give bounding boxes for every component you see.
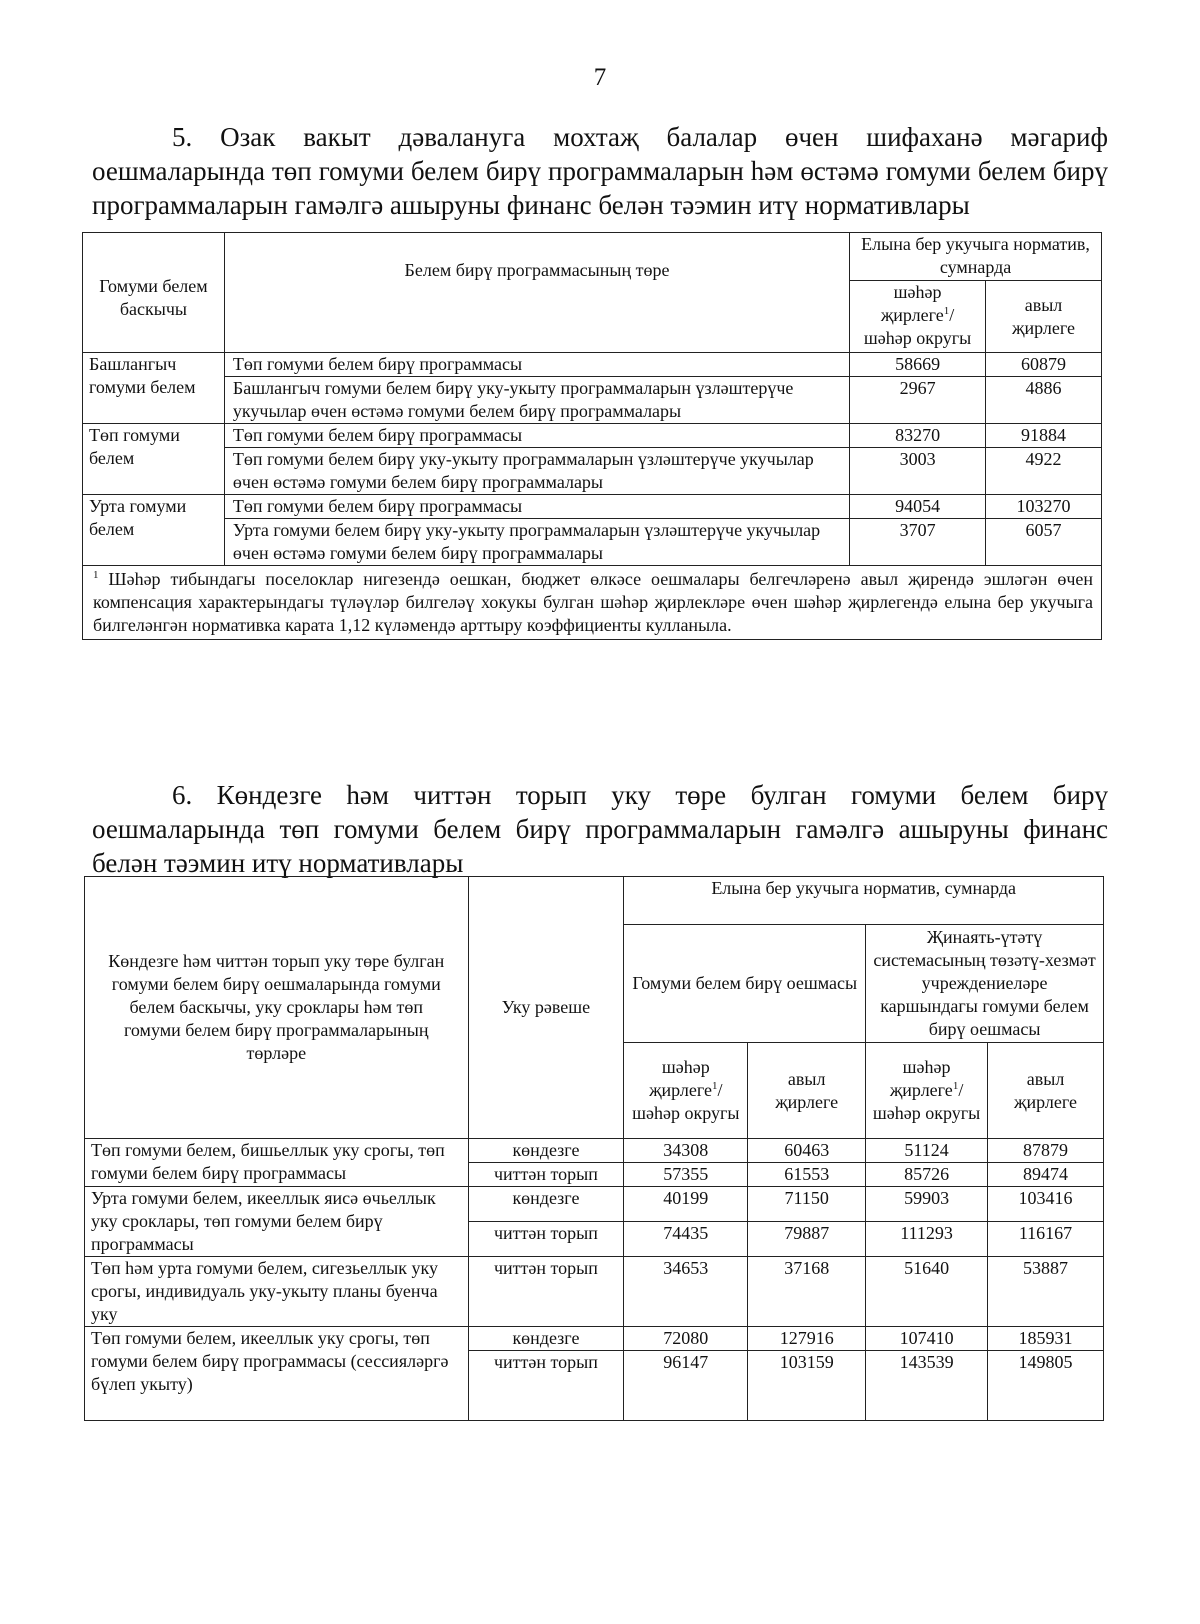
form-cell: читтән торып <box>468 1351 624 1421</box>
group-label: Төп гомуми белем, икееллык уку срогы, төп гомуми белем бирү программасы (сессияләргә бүлеп укыту) <box>85 1327 469 1421</box>
header-rural: авыл җирлеге <box>748 1043 866 1139</box>
program-cell: Төп гомуми белем бирү программасы <box>224 495 849 519</box>
general-rural-value: 37168 <box>748 1257 866 1327</box>
penal-rural-value: 149805 <box>988 1351 1104 1421</box>
penal-urban-value: 107410 <box>866 1327 988 1351</box>
penal-rural-value: 103416 <box>988 1187 1104 1222</box>
section-5-heading: 5. Озак вакыт дәвалануга мохтаҗ балалар өчен шифаханә мәгариф оешмаларында төп гомуми белем бирү программаларын һәм өстәмә гомуми белем бирү программаларын гамәлгә ашыруны финанс белән тәэмин итү нормативлары <box>92 122 1108 220</box>
penal-urban-value: 111293 <box>866 1222 988 1257</box>
general-urban-value: 34653 <box>624 1257 748 1327</box>
header-normative: Елына бер укучыга норматив, сумнарда <box>850 233 1102 281</box>
header-program-type: Белем бирү программасының төре <box>224 233 849 353</box>
header-rural: авыл җирлеге <box>986 281 1102 353</box>
form-cell: көндезге <box>468 1327 624 1351</box>
general-rural-value: 60463 <box>748 1139 866 1163</box>
group-label: Төп гомуми белем, бишьеллык уку срогы, төп гомуми белем бирү программасы <box>85 1139 469 1187</box>
form-cell: читтән торып <box>468 1222 624 1257</box>
rural-value: 103270 <box>986 495 1102 519</box>
header-form: Уку рәвеше <box>468 877 624 1139</box>
general-rural-value: 103159 <box>748 1351 866 1421</box>
penal-rural-value: 53887 <box>988 1257 1104 1327</box>
header-urban: шәһәр җирлеге$^1$/ шәһәр округы <box>850 281 986 353</box>
penal-urban-value: 85726 <box>866 1163 988 1187</box>
urban-value: 2967 <box>850 377 986 424</box>
program-cell: Төп гомуми белем бирү программасы <box>224 424 849 448</box>
general-urban-value: 96147 <box>624 1351 748 1421</box>
program-cell: Төп гомуми белем бирү уку-укыту программаларын үзләштерүче укучылар өчен өстәмә гомуми белем бирү программалары <box>224 448 849 495</box>
rural-value: 4886 <box>986 377 1102 424</box>
rural-value: 4922 <box>986 448 1102 495</box>
general-urban-value: 40199 <box>624 1187 748 1222</box>
page-number: 7 <box>593 64 607 91</box>
header-normative: Елына бер укучыга норматив, сумнарда <box>624 877 1104 925</box>
rural-value: 6057 <box>986 519 1102 566</box>
program-cell: Төп гомуми белем бирү программасы <box>224 353 849 377</box>
form-cell: читтән торып <box>468 1257 624 1327</box>
urban-value: 94054 <box>850 495 986 519</box>
penal-urban-value: 51640 <box>866 1257 988 1327</box>
penal-urban-value: 51124 <box>866 1139 988 1163</box>
penal-rural-value: 89474 <box>988 1163 1104 1187</box>
penal-rural-value: 185931 <box>988 1327 1104 1351</box>
penal-rural-value: 87879 <box>988 1139 1104 1163</box>
header-stage: Гомуми белем баскычы <box>83 233 225 353</box>
general-rural-value: 79887 <box>748 1222 866 1257</box>
header-penal-org: Җинаять-үтәтү системасының төзәтү-хезмәт учреждениеләре каршындагы гомуми белем бирү оешмасы <box>866 925 1104 1043</box>
general-rural-value: 61553 <box>748 1163 866 1187</box>
general-urban-value: 74435 <box>624 1222 748 1257</box>
header-stage: Көндезге һәм читтән торып уку төре булган гомуми белем бирү оешмаларында гомуми белем баскычы, уку сроклары һәм төп гомуми белем бирү программаларының төрләре <box>85 877 469 1139</box>
stage-label: Урта гомуми белем <box>83 495 225 566</box>
program-cell: Урта гомуми белем бирү уку-укыту программаларын үзләштерүче укучылар өчен өстәмә гомуми белем бирү программалары <box>224 519 849 566</box>
penal-rural-value: 116167 <box>988 1222 1104 1257</box>
urban-value: 3707 <box>850 519 986 566</box>
general-urban-value: 34308 <box>624 1139 748 1163</box>
program-cell: Башлангыч гомуми белем бирү уку-укыту программаларын үзләштерүче укучылар өчен өстәмә гомуми белем бирү программалары <box>224 377 849 424</box>
urban-value: 3003 <box>850 448 986 495</box>
urban-value: 83270 <box>850 424 986 448</box>
footnote-mark: 1 <box>93 569 99 581</box>
general-rural-value: 127916 <box>748 1327 866 1351</box>
stage-label: Башлангыч гомуми белем <box>83 353 225 424</box>
rural-value: 60879 <box>986 353 1102 377</box>
group-label: Урта гомуми белем, икееллык яисә өчьеллык уку сроклары, төп гомуми белем бирү программасы <box>85 1187 469 1257</box>
general-rural-value: 71150 <box>748 1187 866 1222</box>
penal-urban-value: 143539 <box>866 1351 988 1421</box>
group-label: Төп һәм урта гомуми белем, сигезьеллык уку срогы, индивидуаль уку-укыту планы буенча уку <box>85 1257 469 1327</box>
header-urban: шәһәр җирлеге$^1$/ шәһәр округы <box>866 1043 988 1139</box>
footnote <box>83 566 1102 640</box>
header-general-org: Гомуми белем бирү оешмасы <box>624 925 866 1043</box>
section-6-heading: 6. Көндезге һәм читтән торып уку төре булган гомуми белем бирү оешмаларында төп гомуми белем бирү программаларын гамәлгә ашыруны финанс белән тәэмин итү нормативлары <box>92 780 1108 878</box>
section-5-table <box>82 232 1102 640</box>
form-cell: көндезге <box>468 1139 624 1163</box>
general-urban-value: 57355 <box>624 1163 748 1187</box>
section-6-table <box>84 876 1104 1421</box>
penal-urban-value: 59903 <box>866 1187 988 1222</box>
rural-value: 91884 <box>986 424 1102 448</box>
general-urban-value: 72080 <box>624 1327 748 1351</box>
form-cell: читтән торып <box>468 1163 624 1187</box>
footnote-text: Шәһәр тибындагы поселоклар нигезендә оешкан, бюджет өлкәсе оешмалары белгечләренә авыл җирендә эшләгән өчен компенсация характерындагы түләүләр билгеләү хокукы булган шәһәр җирлекләре өчен шәһәр җирлегендә елына бер укучыга билгеләнгән нормативка карата 1,12 күләмендә арттыру коэффициенты кулланыла. <box>93 569 1093 635</box>
header-rural: авыл җирлеге <box>988 1043 1104 1139</box>
stage-label: Төп гомуми белем <box>83 424 225 495</box>
urban-value: 58669 <box>850 353 986 377</box>
form-cell: көндезге <box>468 1187 624 1222</box>
header-urban: шәһәр җирлеге$^1$/ шәһәр округы <box>624 1043 748 1139</box>
